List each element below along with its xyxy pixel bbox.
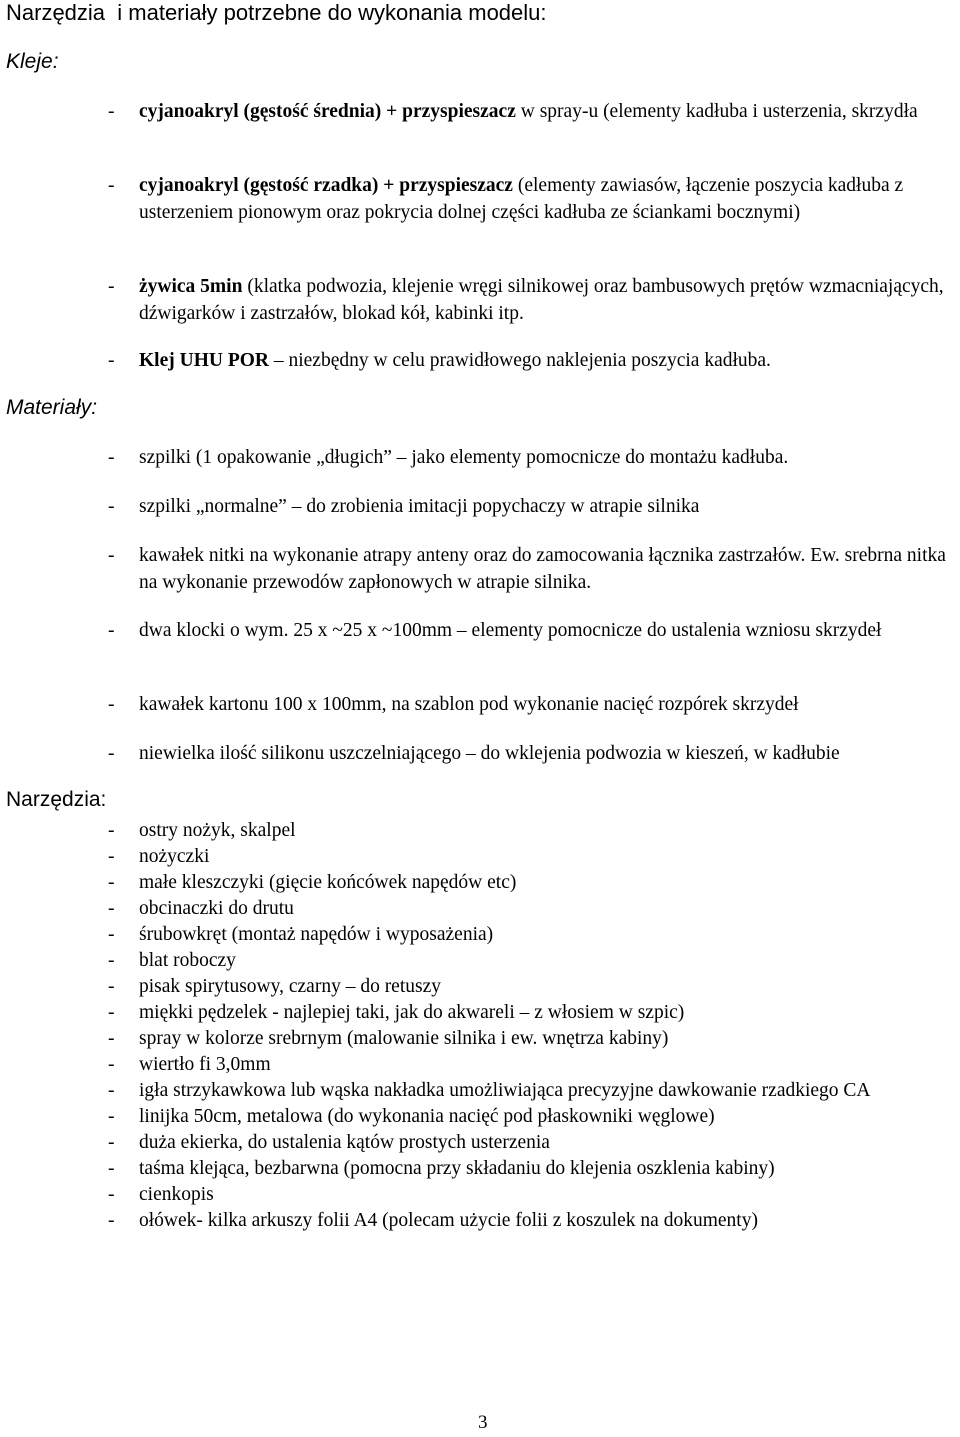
- item-text: duża ekierka, do ustalenia kątów prostych usterzenia: [139, 1132, 550, 1153]
- item-text: dwa klocki o wym. 25 x ~25 x ~100mm – elementy pomocnicze do ustalenia wzniosu skrzydeł: [139, 620, 882, 641]
- bullet-dash: -: [108, 175, 115, 196]
- list-item-narzedzia: [108, 1078, 948, 1104]
- item-text: blat roboczy: [139, 950, 236, 971]
- list-item-narzedzia: [108, 844, 948, 870]
- list-item-narzedzia: [108, 922, 948, 948]
- bullet-dash: -: [108, 898, 115, 919]
- list-item-materialy-5: [108, 691, 948, 718]
- item-bold-text: Klej UHU POR: [139, 350, 269, 371]
- item-text: pisak spirytusowy, czarny – do retuszy: [139, 976, 442, 997]
- bullet-dash: -: [108, 924, 115, 945]
- item-text: miękki pędzelek - najlepiej taki, jak do akwareli – z włosiem w szpic): [139, 1002, 685, 1023]
- list-item-materialy-6: [108, 740, 948, 767]
- bullet-dash: -: [108, 1028, 115, 1049]
- page-number: 3: [478, 1412, 488, 1433]
- item-text: spray w kolorze srebrnym (malowanie silnika i ew. wnętrza kabiny): [139, 1028, 669, 1049]
- tools-list: [108, 818, 948, 1234]
- bullet-dash: -: [108, 694, 115, 715]
- list-item-narzedzia: [108, 1104, 948, 1130]
- bullet-dash: -: [108, 101, 115, 122]
- bullet-dash: -: [108, 1080, 115, 1101]
- bullet-dash: -: [108, 872, 115, 893]
- list-item-kleje-4: [108, 347, 948, 374]
- item-text: igła strzykawkowa lub wąska nakładka umożliwiająca precyzyjne dawkowanie rzadkiego CA: [139, 1080, 871, 1101]
- bullet-dash: -: [108, 276, 115, 297]
- list-item-narzedzia: [108, 896, 948, 922]
- item-text: (elementy zawiasów, łączenie poszycia kadłuba z usterzeniem pionowym oraz pokrycia dolnej części kadłuba ze ściankami bocznymi): [139, 175, 904, 223]
- bullet-dash: -: [108, 1210, 115, 1231]
- section-heading-kleje: Kleje:: [6, 50, 59, 73]
- bullet-dash: -: [108, 350, 115, 371]
- section-heading-narzedzia: Narzędzia:: [6, 788, 107, 811]
- bullet-dash: -: [108, 976, 115, 997]
- bullet-dash: -: [108, 620, 115, 641]
- bullet-dash: -: [108, 1132, 115, 1153]
- bullet-dash: -: [108, 743, 115, 764]
- bullet-dash: -: [108, 447, 115, 468]
- list-item-materialy-4: [108, 617, 948, 644]
- list-item-narzedzia: [108, 1052, 948, 1078]
- item-text: śrubowkręt (montaż napędów i wyposażenia): [139, 924, 494, 945]
- list-item-narzedzia: [108, 948, 948, 974]
- list-item-materialy-3: [108, 542, 948, 596]
- item-text: linijka 50cm, metalowa (do wykonania nacięć pod płaskowniki węglowe): [139, 1106, 715, 1127]
- list-item-narzedzia: [108, 1156, 948, 1182]
- item-bold-text: cyjanoakryl (gęstość rzadka) + przyspieszacz: [139, 175, 513, 196]
- list-item-materialy-1: [108, 444, 948, 471]
- item-text: wiertło fi 3,0mm: [139, 1054, 271, 1075]
- bullet-dash: -: [108, 820, 115, 841]
- item-text: – niezbędny w celu prawidłowego naklejenia poszycia kadłuba.: [268, 350, 771, 371]
- item-text: kawałek nitki na wykonanie atrapy anteny oraz do zamocowania łącznika zastrzałów. Ew. srebrna nitka na wykonanie przewodów zapłonowych w atrapie silnika.: [139, 545, 946, 593]
- list-item-materialy-2: [108, 493, 948, 520]
- bullet-dash: -: [108, 1106, 115, 1127]
- bullet-dash: -: [108, 950, 115, 971]
- bullet-dash: -: [108, 1184, 115, 1205]
- section-heading-materialy: Materiały:: [6, 396, 98, 419]
- item-text: niewielka ilość silikonu uszczelniającego – do wklejenia podwozia w kieszeń, w kadłubie: [139, 743, 840, 764]
- item-text: małe kleszczyki (gięcie końcówek napędów etc): [139, 872, 517, 893]
- item-text: nożyczki: [139, 846, 210, 867]
- list-item-narzedzia: [108, 1000, 948, 1026]
- list-item-narzedzia: [108, 974, 948, 1000]
- item-text: ostry nożyk, skalpel: [139, 820, 296, 841]
- bullet-dash: -: [108, 1158, 115, 1179]
- bullet-dash: -: [108, 1002, 115, 1023]
- item-bold-text: żywica 5min: [139, 276, 243, 297]
- list-item-kleje-2: [108, 172, 948, 226]
- list-item-narzedzia: [108, 870, 948, 896]
- list-item-narzedzia: [108, 1130, 948, 1156]
- list-item-kleje-3: [108, 273, 948, 327]
- list-item-narzedzia: [108, 1208, 948, 1234]
- item-text: szpilki „normalne” – do zrobienia imitacji popychaczy w atrapie silnika: [139, 496, 700, 517]
- bullet-dash: -: [108, 496, 115, 517]
- item-text: taśma klejąca, bezbarwna (pomocna przy składaniu do klejenia oszklenia kabiny): [139, 1158, 775, 1179]
- item-text: w spray-u (elementy kadłuba i usterzenia, skrzydła: [515, 101, 918, 122]
- item-text: cienkopis: [139, 1184, 214, 1205]
- list-item-narzedzia: [108, 818, 948, 844]
- item-bold-text: cyjanoakryl (gęstość średnia) + przyspieszacz: [139, 101, 516, 122]
- page-title: Narzędzia i materiały potrzebne do wykonania modelu:: [6, 0, 547, 25]
- bullet-dash: -: [108, 545, 115, 566]
- list-item-kleje-1: [108, 98, 948, 125]
- bullet-dash: -: [108, 1054, 115, 1075]
- item-text: kawałek kartonu 100 x 100mm, na szablon pod wykonanie nacięć rozpórek skrzydeł: [139, 694, 799, 715]
- item-text: (klatka podwozia, klejenie wręgi silnikowej oraz bambusowych prętów wzmacniających, dźwigarków i zastrzałów, blokad kół, kabinki itp.: [139, 276, 944, 324]
- bullet-dash: -: [108, 846, 115, 867]
- list-item-narzedzia: [108, 1182, 948, 1208]
- list-item-narzedzia: [108, 1026, 948, 1052]
- item-text: ołówek- kilka arkuszy folii A4 (polecam użycie folii z koszulek na dokumenty): [139, 1210, 758, 1231]
- item-text: obcinaczki do drutu: [139, 898, 294, 919]
- item-text: szpilki (1 opakowanie „długich” – jako elementy pomocnicze do montażu kadłuba.: [139, 447, 789, 468]
